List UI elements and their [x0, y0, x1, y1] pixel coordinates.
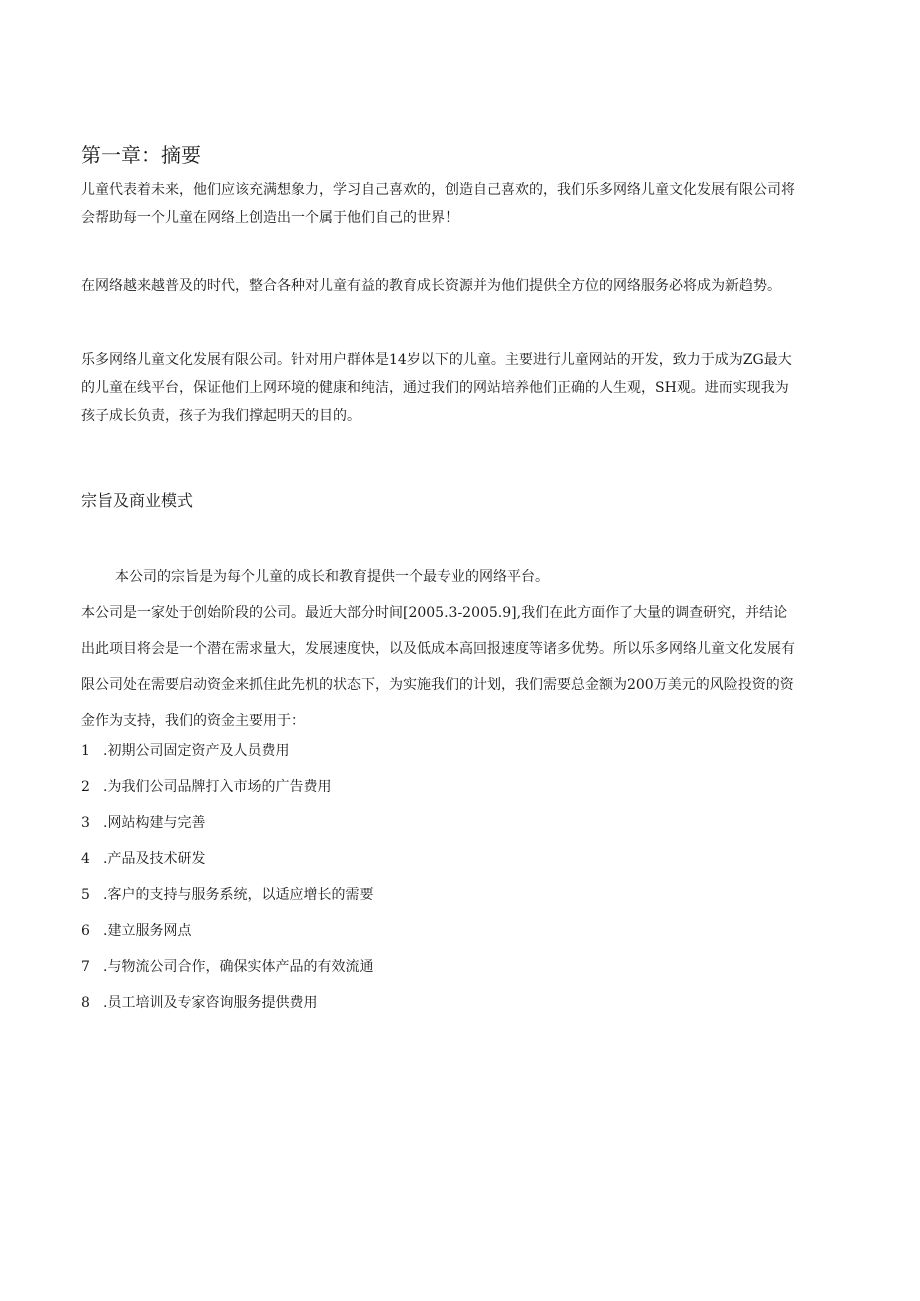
list-item [81, 913, 681, 949]
business-model-body [81, 559, 801, 739]
list-item-number: 4 [81, 851, 90, 867]
summary-paragraph-3: 乐多网络儿童文化发展有限公司。针对用户群体是14岁以下的儿童。主要进行儿童网站的开发，致力于成为ZG最大的儿童在线平台，保证他们上网环境的健康和纯洁，通过我们的网站培养他们正确的人生观，SH观。进而实现我为孩子成长负责，孩子为我们撑起明天的目的。 [81, 352, 792, 424]
list-item [81, 769, 681, 805]
list-item-number: 6 [81, 923, 90, 939]
chapter-title: 第一章：摘要 [81, 143, 201, 167]
list-item-text: .网站构建与完善 [103, 815, 206, 831]
list-item-text: .为我们公司品牌打入市场的广告费用 [103, 779, 332, 795]
list-item-text: .初期公司固定资产及人员费用 [103, 743, 290, 759]
funding-paragraph: 本公司是一家处于创始阶段的公司。最近大部分时间[2005.3-2005.9],我们在此方面作了大量的调查研究，并结论出此项目将会是一个潜在需求量大，发展速度快，以及低成本高回报速度等诸多优势。所以乐多网络儿童文化发展有限公司处在需要启动资金来抓住此先机的状态下，为实施我们的计划，我们需要总金额为200万美元的风险投资的资金作为支持，我们的资金主要用于： [81, 605, 795, 729]
fund-uses-list [81, 733, 681, 1021]
list-item-number: 8 [81, 995, 90, 1011]
list-item-text: .与物流公司合作，确保实体产品的有效流通 [103, 959, 374, 975]
list-item-number: 7 [81, 959, 90, 975]
list-item [81, 949, 681, 985]
list-item-text: .客户的支持与服务系统，以适应增长的需要 [103, 887, 374, 903]
list-item-text: .建立服务网点 [103, 923, 192, 939]
list-item [81, 733, 681, 769]
list-item-text: .员工培训及专家咨询服务提供费用 [103, 995, 318, 1011]
list-item [81, 841, 681, 877]
list-item-number: 1 [81, 743, 90, 759]
list-item-number: 2 [81, 779, 90, 795]
list-item [81, 877, 681, 913]
list-item [81, 985, 681, 1021]
section-title: 宗旨及商业模式 [81, 491, 194, 510]
list-item-number: 3 [81, 815, 90, 831]
purpose-paragraph: 本公司的宗旨是为每个儿童的成长和教育提供一个最专业的网络平台。 [115, 569, 549, 585]
list-item [81, 805, 681, 841]
summary-paragraph-1: 儿童代表着未来，他们应该充满想象力，学习自己喜欢的，创造自己喜欢的，我们乐多网络儿童文化发展有限公司将会帮助每一个儿童在网络上创造出一个属于他们自己的世界！ [81, 182, 795, 226]
list-item-number: 5 [81, 887, 90, 903]
summary-paragraph-2: 在网络越来越普及的时代，整合各种对儿童有益的教育成长资源并为他们提供全方位的网络服务必将成为新趋势。 [81, 278, 781, 294]
list-item-text: .产品及技术研发 [103, 851, 206, 867]
